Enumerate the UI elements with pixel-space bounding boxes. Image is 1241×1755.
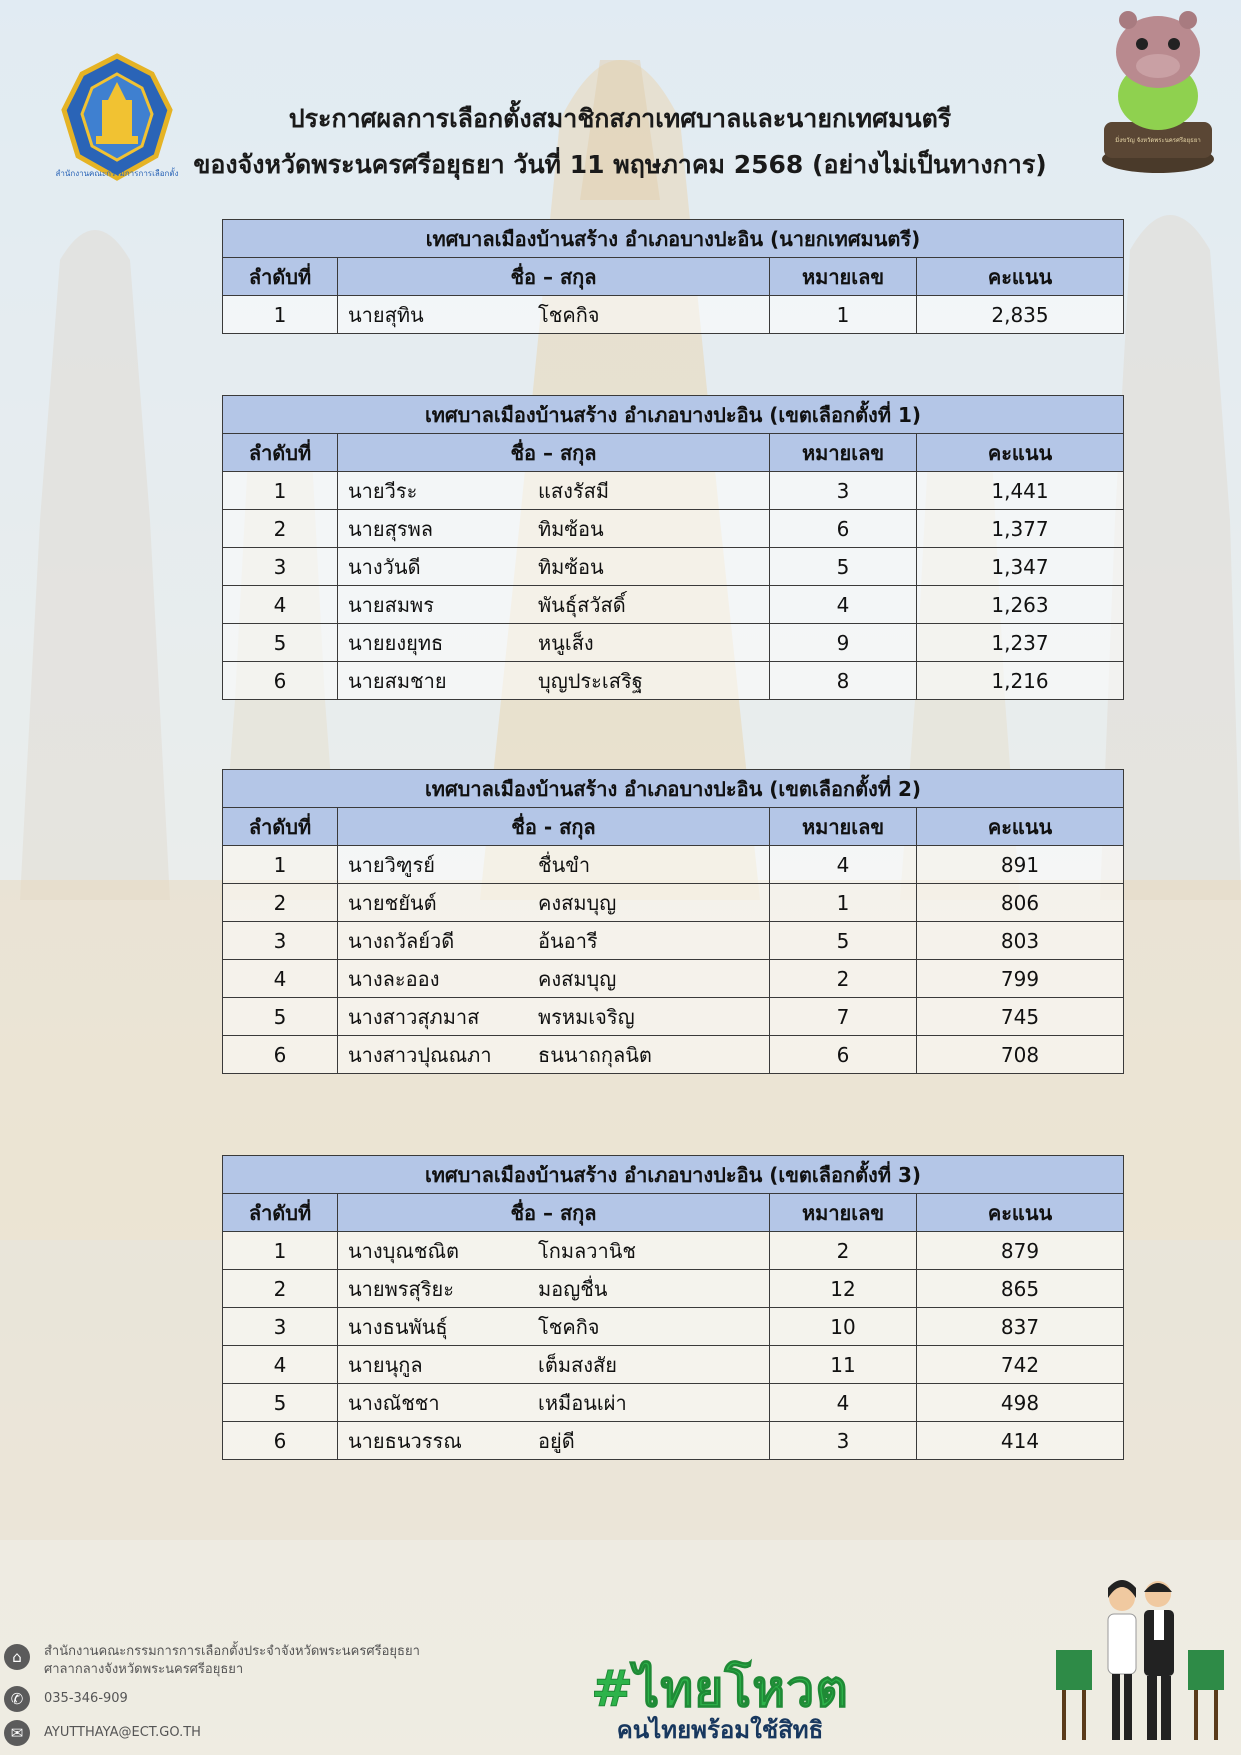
table-row <box>223 1232 1124 1270</box>
table-row <box>223 1036 1124 1074</box>
cell-score: 799 <box>1000 966 1040 991</box>
cell-last-name: ทิมซ้อน <box>538 516 604 541</box>
cell-first-name: นางวันดี <box>348 554 421 579</box>
col-name: ชื่อ – สกุล <box>338 258 770 296</box>
cell-score: 1,441 <box>991 478 1049 503</box>
office-address: ศาลากลางจังหวัดพระนครศรีอยุธยา <box>44 1662 244 1677</box>
cell-rank: 3 <box>273 1314 287 1339</box>
cell-last-name: อยู่ดี <box>538 1428 575 1453</box>
cell-rank: 5 <box>273 630 287 655</box>
cell-rank: 3 <box>273 554 287 579</box>
cell-score: 1,237 <box>991 630 1049 655</box>
cell-number: 4 <box>836 592 850 617</box>
col-rank: ลำดับที่ <box>223 434 338 472</box>
table-row <box>223 1270 1124 1308</box>
cell-number: 9 <box>836 630 850 655</box>
table-caption: เทศบาลเมืองบ้านสร้าง อำเภอบางปะอิน (เขตเลือกตั้งที่ 3) <box>223 1156 1124 1194</box>
cell-first-name: นางสาวสุภมาส <box>348 1004 480 1029</box>
cell-score: 837 <box>1000 1314 1040 1339</box>
office-name: สำนักงานคณะกรรมการการเลือกตั้งประจำจังหวัดพระนครศรีอยุธยา <box>44 1644 420 1659</box>
cell-first-name: นายสุรพล <box>348 516 434 541</box>
cell-first-name: นางบุณชณิต <box>348 1238 460 1263</box>
results-table-district-3 <box>222 1155 1124 1460</box>
cell-rank: 4 <box>273 966 287 991</box>
svg-text:มิ่งขวัญ จังหวัดพระนครศรีอยุธย: มิ่งขวัญ จังหวัดพระนครศรีอยุธยา <box>1115 137 1201 144</box>
cell-number: 2 <box>836 1238 850 1263</box>
cell-number: 7 <box>836 1004 850 1029</box>
cell-score: 803 <box>1000 928 1040 953</box>
cell-last-name: โกมลวานิช <box>538 1238 636 1263</box>
cell-score: 498 <box>1000 1390 1040 1415</box>
phone-icon: ✆ <box>4 1686 30 1712</box>
cell-rank: 2 <box>273 890 287 915</box>
cell-last-name: โชคกิจ <box>538 1314 600 1339</box>
phone-number: 035-346-909 <box>44 1691 128 1706</box>
cell-score: 1,377 <box>991 516 1049 541</box>
table-row <box>223 1422 1124 1460</box>
cell-last-name: เหมือนเผ่า <box>538 1390 627 1415</box>
cell-first-name: นางละออง <box>348 966 440 991</box>
cell-number: 12 <box>830 1276 856 1301</box>
cell-rank: 1 <box>273 302 287 327</box>
table-row <box>223 662 1124 700</box>
cell-number: 2 <box>836 966 850 991</box>
cell-score: 414 <box>1000 1428 1040 1453</box>
col-number: หมายเลข <box>770 434 917 472</box>
campaign-hashtag: #ไทยโหวต <box>591 1660 849 1718</box>
page-title <box>180 96 1060 188</box>
table-row <box>223 922 1124 960</box>
cell-rank: 1 <box>273 852 287 877</box>
home-icon: ⌂ <box>4 1644 30 1670</box>
cell-number: 8 <box>836 668 850 693</box>
cell-last-name: พันธุ์สวัสดิ์ <box>538 592 626 617</box>
cell-first-name: นายนุกูล <box>348 1352 423 1377</box>
cell-first-name: นายวิฑูรย์ <box>348 852 435 877</box>
col-score: คะแนน <box>917 1194 1124 1232</box>
cell-rank: 1 <box>273 1238 287 1263</box>
table-row <box>223 624 1124 662</box>
campaign-slogan: คนไทยพร้อมใช้สิทธิ <box>616 1716 824 1744</box>
cell-first-name: นายสมพร <box>348 592 434 617</box>
cell-number: 3 <box>836 1428 850 1453</box>
cell-last-name: อ้นอารี <box>538 928 598 953</box>
cell-score: 1,263 <box>991 592 1049 617</box>
ect-seal-logo <box>52 52 182 184</box>
col-number: หมายเลข <box>770 1194 917 1232</box>
table-caption: เทศบาลเมืองบ้านสร้าง อำเภอบางปะอิน (นายกเทศมนตรี) <box>223 220 1124 258</box>
cell-last-name: แสงรัสมี <box>538 478 609 503</box>
table-caption: เทศบาลเมืองบ้านสร้าง อำเภอบางปะอิน (เขตเลือกตั้งที่ 2) <box>223 770 1124 808</box>
table-caption: เทศบาลเมืองบ้านสร้าง อำเภอบางปะอิน (เขตเลือกตั้งที่ 1) <box>223 396 1124 434</box>
cell-first-name: นางธนพันธุ์ <box>348 1314 448 1339</box>
cell-rank: 4 <box>273 592 287 617</box>
cell-score: 745 <box>1000 1004 1040 1029</box>
col-score: คะแนน <box>917 808 1124 846</box>
cell-last-name: ชื่นขำ <box>538 852 591 877</box>
cell-last-name: คงสมบุญ <box>538 966 617 991</box>
col-score: คะแนน <box>917 258 1124 296</box>
cell-number: 5 <box>836 554 850 579</box>
cell-last-name: ทิมซ้อน <box>538 554 604 579</box>
cell-score: 806 <box>1000 890 1040 915</box>
cell-first-name: นางณัชชา <box>348 1390 440 1415</box>
cell-rank: 5 <box>273 1390 287 1415</box>
cell-number: 4 <box>836 1390 850 1415</box>
col-rank: ลำดับที่ <box>223 808 338 846</box>
cell-number: 1 <box>836 302 850 327</box>
cell-score: 1,347 <box>991 554 1049 579</box>
cell-number: 11 <box>830 1352 856 1377</box>
table-row <box>223 1308 1124 1346</box>
results-table-district-1 <box>222 395 1124 700</box>
cell-number: 4 <box>836 852 850 877</box>
svg-text:สำนักงานคณะกรรมการการเลือกตั้ง: สำนักงานคณะกรรมการการเลือกตั้ง <box>55 169 179 178</box>
cell-rank: 2 <box>273 1276 287 1301</box>
cell-score: 742 <box>1000 1352 1040 1377</box>
cell-rank: 3 <box>273 928 287 953</box>
col-score: คะแนน <box>917 434 1124 472</box>
email-address: AYUTTHAYA@ECT.GO.TH <box>44 1725 201 1740</box>
cell-first-name: นายธนวรรณ <box>348 1428 462 1453</box>
cell-number: 6 <box>836 516 850 541</box>
cell-number: 5 <box>836 928 850 953</box>
cell-first-name: นางถวัลย์วดี <box>348 928 455 953</box>
cell-first-name: นายวีระ <box>348 478 418 503</box>
cell-number: 10 <box>830 1314 856 1339</box>
results-table-district-2 <box>222 769 1124 1074</box>
cell-first-name: นายสุทิน <box>348 302 424 327</box>
cell-score: 865 <box>1000 1276 1040 1301</box>
cell-score: 891 <box>1000 852 1040 877</box>
title-line-2: ของจังหวัดพระนครศรีอยุธยา วันที่ 11 พฤษภาคม 2568 (อย่างไม่เป็นทางการ) <box>193 150 1047 179</box>
col-rank: ลำดับที่ <box>223 1194 338 1232</box>
table-row <box>223 1384 1124 1422</box>
cell-rank: 5 <box>273 1004 287 1029</box>
cell-number: 6 <box>836 1042 850 1067</box>
table-row <box>223 548 1124 586</box>
cell-last-name: เต็มสงสัย <box>538 1352 617 1377</box>
cell-last-name: ธนนาถกุลนิต <box>538 1042 652 1067</box>
col-rank: ลำดับที่ <box>223 258 338 296</box>
cell-last-name: มอญชื่น <box>538 1276 608 1301</box>
table-row <box>223 998 1124 1036</box>
col-name: ชื่อ – สกุล <box>338 434 770 472</box>
cell-last-name: โชคกิจ <box>538 302 600 327</box>
table-row <box>223 586 1124 624</box>
col-number: หมายเลข <box>770 808 917 846</box>
cell-last-name: หนูเส็ง <box>538 630 594 655</box>
cell-number: 1 <box>836 890 850 915</box>
cell-score: 1,216 <box>991 668 1049 693</box>
table-row <box>223 510 1124 548</box>
cell-first-name: นายชยันต์ <box>348 890 437 915</box>
col-number: หมายเลข <box>770 258 917 296</box>
table-row <box>223 846 1124 884</box>
results-table-mayor <box>222 219 1124 334</box>
table-row <box>223 472 1124 510</box>
cell-rank: 4 <box>273 1352 287 1377</box>
mail-icon: ✉ <box>4 1720 30 1746</box>
table-row <box>223 960 1124 998</box>
cell-rank: 6 <box>273 1428 287 1453</box>
cell-score: 708 <box>1000 1042 1040 1067</box>
cell-rank: 1 <box>273 478 287 503</box>
cell-rank: 6 <box>273 1042 287 1067</box>
cell-first-name: นายสมชาย <box>348 668 447 693</box>
table-row <box>223 884 1124 922</box>
cell-first-name: นายยงยุทธ <box>348 630 444 655</box>
col-name: ชื่อ – สกุล <box>338 1194 770 1232</box>
cell-last-name: คงสมบุญ <box>538 890 617 915</box>
cell-first-name: นางสาวปุณณภา <box>348 1042 492 1067</box>
mascot-image <box>1096 4 1220 176</box>
cell-number: 3 <box>836 478 850 503</box>
cell-score: 2,835 <box>991 302 1049 327</box>
cell-rank: 6 <box>273 668 287 693</box>
table-row <box>223 1346 1124 1384</box>
cell-last-name: บุญประเสริฐ <box>538 668 643 693</box>
cell-last-name: พรหมเจริญ <box>538 1004 635 1029</box>
cell-rank: 2 <box>273 516 287 541</box>
cell-first-name: นายพรสุริยะ <box>348 1276 454 1301</box>
voters-illustration <box>1050 1570 1230 1750</box>
table-row <box>223 296 1124 334</box>
cell-score: 879 <box>1000 1238 1040 1263</box>
campaign-logo <box>540 1660 900 1744</box>
title-line-1: ประกาศผลการเลือกตั้งสมาชิกสภาเทศบาลและนายกเทศมนตรี <box>288 104 952 133</box>
col-name: ชื่อ - สกุล <box>338 808 770 846</box>
